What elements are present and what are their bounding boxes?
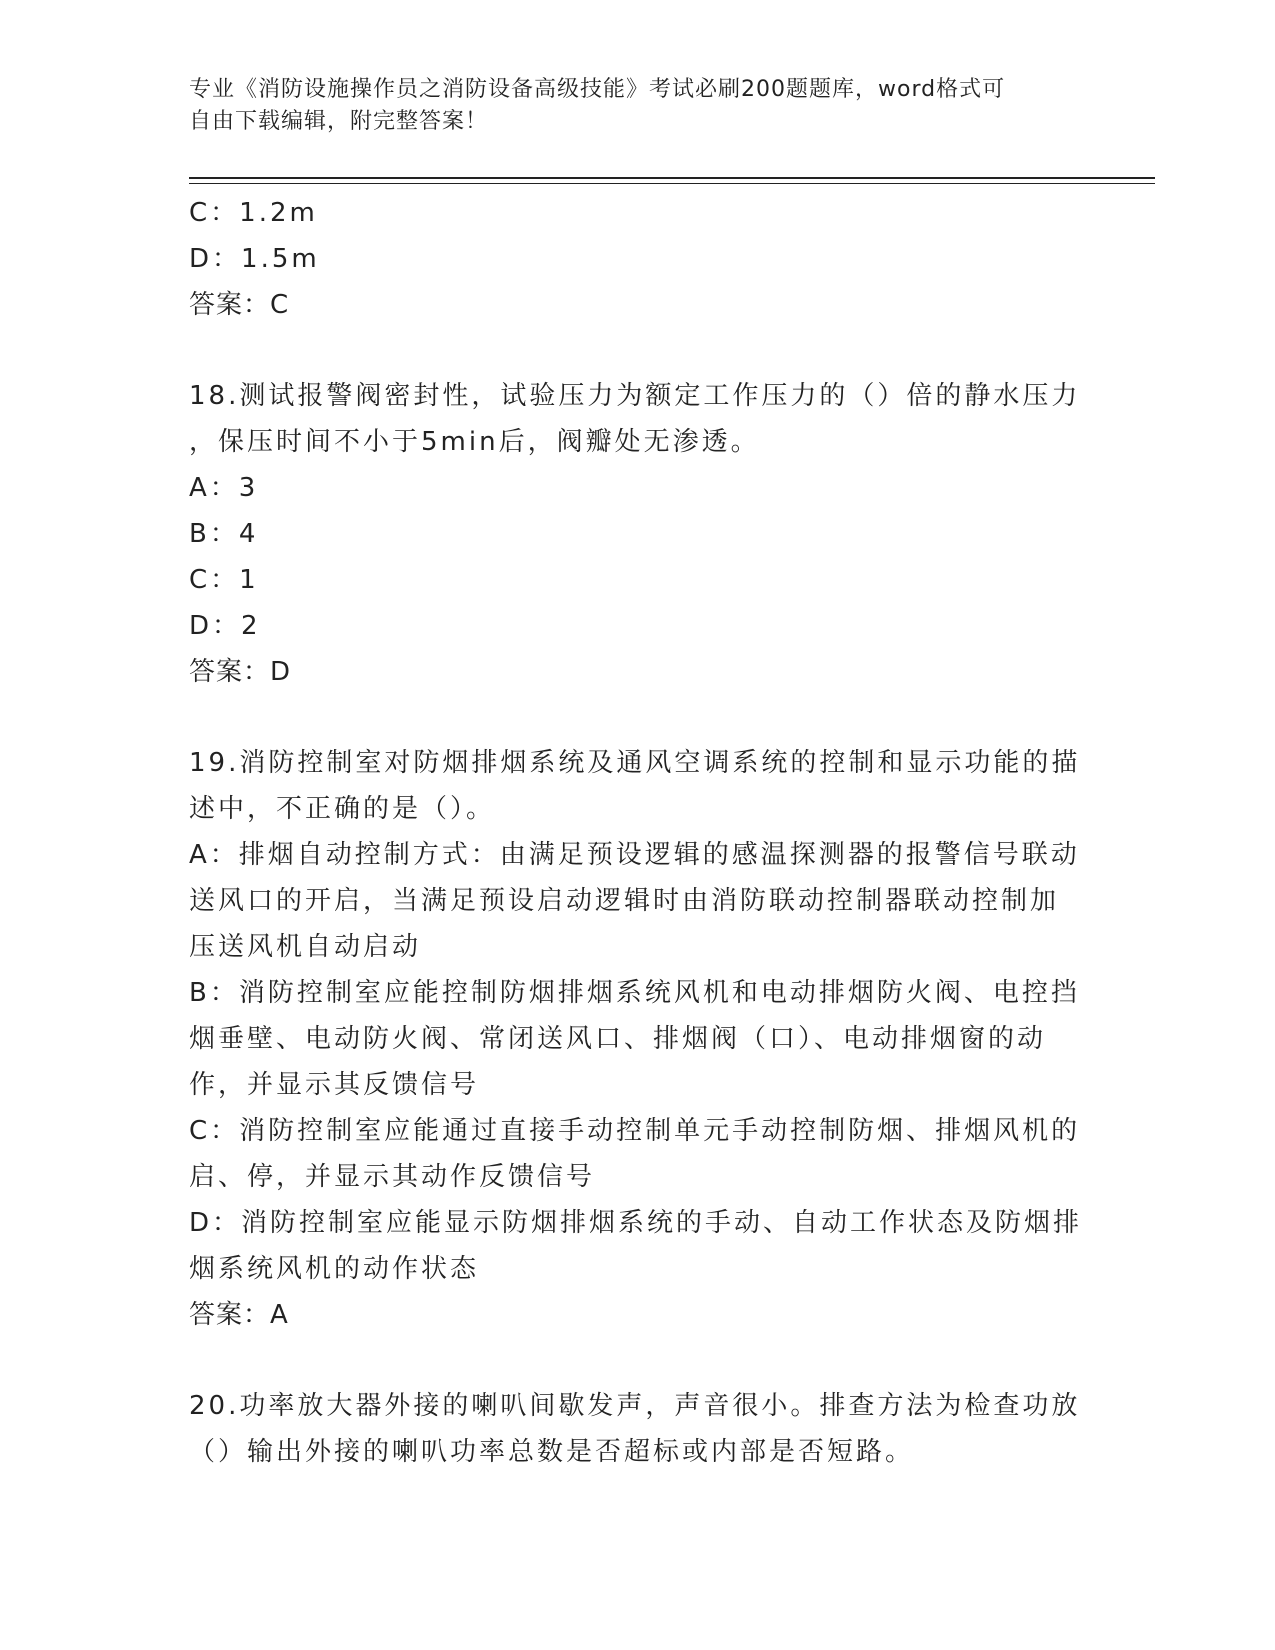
question-19 [189, 740, 1089, 1338]
option-d: D：2 [189, 611, 261, 641]
question-text: 19.消防控制室对防烟排烟系统及通风空调系统的控制和显示功能的描 [189, 748, 1081, 778]
question-18 [189, 373, 1089, 695]
option-a: A：3 [189, 473, 259, 503]
option-b-cont: 烟垂壁、电动防火阀、常闭送风口、排烟阀（口）、电动排烟窗的动 [189, 1024, 1047, 1054]
header-rule-thin [189, 183, 1155, 184]
question-text: 述中，不正确的是（）。 [189, 794, 496, 824]
header-line-2: 自由下载编辑，附完整答案！ [189, 109, 489, 134]
option-d-cont: 烟系统风机的动作状态 [189, 1254, 480, 1284]
option-c-cont: 启、停，并显示其动作反馈信号 [189, 1162, 596, 1192]
header-line-1: 专业《消防设施操作员之消防设备高级技能》考试必刷200题题库，word格式可 [189, 77, 1006, 102]
question-text: 20.功率放大器外接的喇叭间歇发声，声音很小。排查方法为检查功放 [189, 1391, 1081, 1421]
document-body [189, 190, 1089, 1475]
option-c: C：1 [189, 565, 259, 595]
answer: 答案：D [189, 657, 292, 687]
answer: 答案：C [189, 290, 290, 320]
option-c: C：消防控制室应能通过直接手动控制单元手动控制防烟、排烟风机的 [189, 1116, 1081, 1146]
option-d: D：消防控制室应能显示防烟排烟系统的手动、自动工作状态及防烟排 [189, 1208, 1083, 1238]
option-c: C：1.2m [189, 198, 318, 228]
answer: 答案：A [189, 1300, 289, 1330]
option-a: A：排烟自动控制方式：由满足预设逻辑的感温探测器的报警信号联动 [189, 840, 1080, 870]
option-b: B：消防控制室应能控制防烟排烟系统风机和电动排烟防火阀、电控挡 [189, 978, 1080, 1008]
option-d: D：1.5m [189, 244, 320, 274]
question-17-tail [189, 190, 1089, 328]
document-header [189, 74, 1089, 138]
question-text: （）输出外接的喇叭功率总数是否超标或内部是否短路。 [189, 1437, 915, 1467]
question-20 [189, 1383, 1089, 1475]
option-a-cont: 压送风机自动启动 [189, 932, 422, 962]
option-b: B：4 [189, 519, 259, 549]
option-b-cont: 作，并显示其反馈信号 [189, 1070, 480, 1100]
question-text: ，保压时间不小于5min后，阀瓣处无渗透。 [189, 427, 760, 457]
option-a-cont: 送风口的开启，当满足预设启动逻辑时由消防联动控制器联动控制加 [189, 886, 1060, 916]
header-rule-thick [189, 177, 1155, 179]
question-text: 18.测试报警阀密封性，试验压力为额定工作压力的（）倍的静水压力 [189, 381, 1081, 411]
